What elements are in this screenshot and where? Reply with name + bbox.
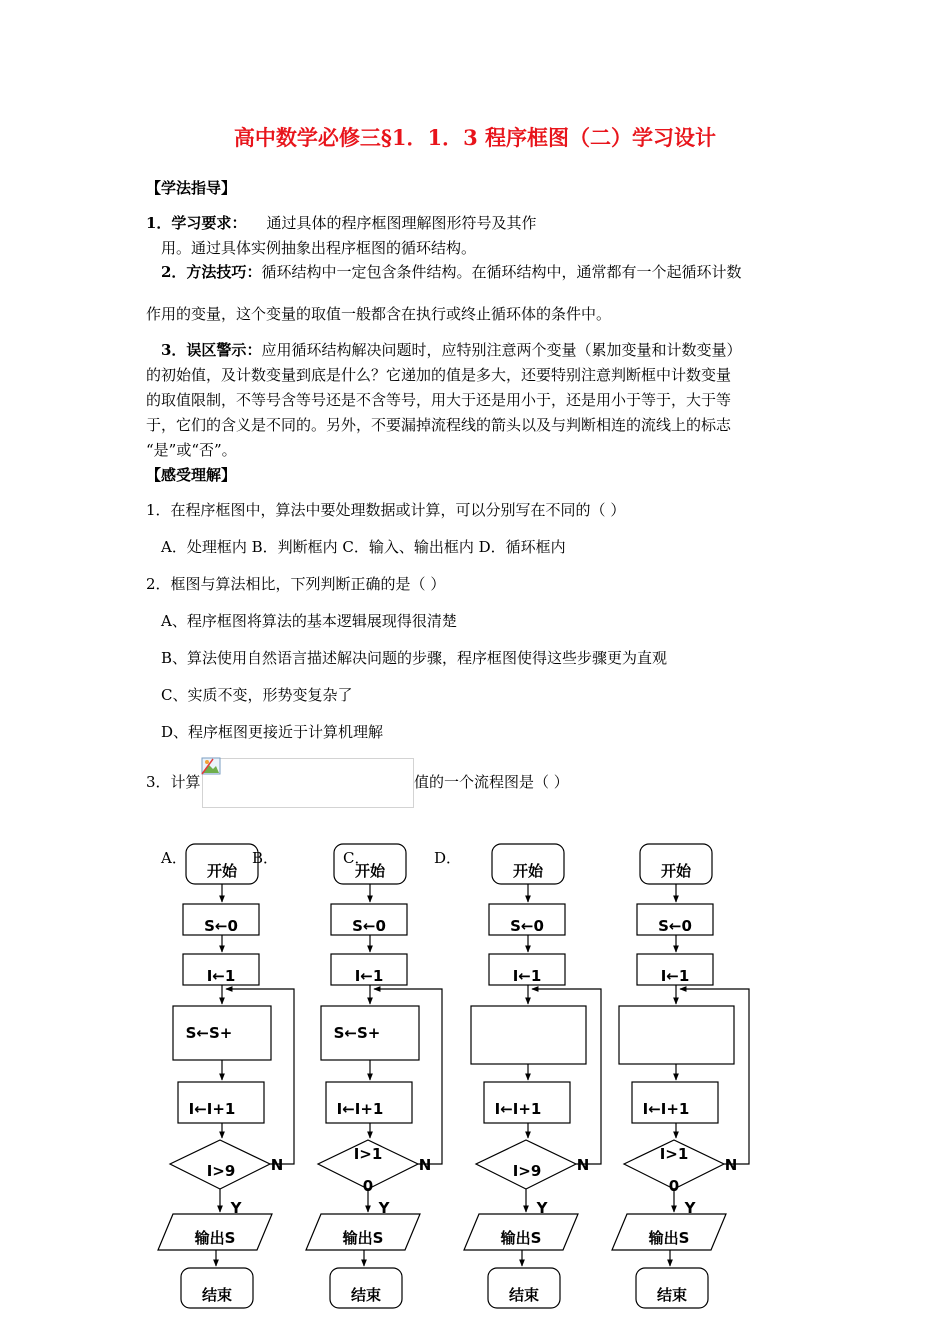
c-no-label: N — [576, 1156, 590, 1174]
question-2: 2．框图与算法相比，下列判断正确的是（ ） — [146, 575, 446, 593]
question-1-options: A．处理框内 B．判断框内 C．输入、输出框内 D．循环框内 — [161, 538, 566, 556]
a-yes-label: Y — [230, 1199, 242, 1217]
a-increment-text: I←I+1 — [188, 1100, 236, 1118]
question-2-option-a: A、程序框图将算法的基本逻辑展现得很清楚 — [161, 612, 457, 630]
a-start-text: 开始 — [206, 862, 238, 880]
question-3-prefix: 3．计算 — [146, 773, 201, 791]
guide-item-1-label: 1．学习要求： — [146, 214, 247, 232]
d-loop-line — [680, 989, 749, 1164]
a-end-text: 结束 — [201, 1286, 233, 1304]
b-init-s-text: S←0 — [352, 917, 386, 935]
d-accumulate-box — [619, 1006, 734, 1064]
guide-item-1-text: 通过具体的程序框图理解图形符号及其作 — [266, 214, 537, 232]
c-end-text: 结束 — [508, 1286, 540, 1304]
guide-item-2-cont: 作用的变量，这个变量的取值一般都含在执行或终止循环体的条件中。 — [146, 305, 612, 323]
d-yes-label: Y — [684, 1199, 696, 1217]
c-condition-text: I>9 — [512, 1162, 542, 1180]
guide-item-3-line-b: 的初始值，及计数变量到底是什么？它递加的值是多大，还要特别注意判断框中计数变量 — [146, 366, 732, 384]
d-init-i-text: I←1 — [660, 967, 690, 985]
d-no-label: N — [724, 1156, 738, 1174]
a-loop-line — [226, 989, 294, 1164]
a-init-i-text: I←1 — [206, 967, 236, 985]
c-start-text: 开始 — [512, 862, 544, 880]
question-3-suffix: 值的一个流程图是（ ） — [414, 773, 569, 791]
b-increment-text: I←I+1 — [336, 1100, 384, 1118]
b-loop-line — [374, 989, 442, 1164]
b-condition-text-line2: 0 — [362, 1177, 374, 1195]
question-2-option-d: D、程序框图更接近于计算机理解 — [161, 723, 384, 741]
a-no-label: N — [270, 1156, 284, 1174]
b-end-text: 结束 — [350, 1286, 382, 1304]
guide-item-3-line-d: 于，它们的含义是不同的。另外，不要漏掉流程线的箭头以及与判断相连的流线上的标志 — [146, 416, 732, 434]
b-start-text: 开始 — [354, 862, 386, 880]
b-condition-text-line1: I>1 — [353, 1145, 383, 1163]
question-1: 1．在程序框图中，算法中要处理数据或计算，可以分别写在不同的（ ） — [146, 501, 626, 519]
guide-item-3-text: 应用循环结构解决问题时，应特别注意两个变量（累加变量和计数变量） — [261, 341, 742, 359]
a-output-text: 输出S — [194, 1229, 236, 1247]
d-start-text: 开始 — [660, 862, 692, 880]
page-title: 高中数学必修三§1．1．3 程序框图（二）学习设计 — [233, 125, 717, 150]
d-condition-text-line2: 0 — [668, 1177, 680, 1195]
guide-item-2-text: 循环结构中一定包含条件结构。在循环结构中，通常都有一个起循环计数 — [261, 263, 742, 281]
a-condition-text: I>9 — [206, 1162, 236, 1180]
guide-item-3-line-c: 的取值限制，不等号含等号还是不含等号，用大于还是用小于，还是用小于等于，大于等 — [146, 391, 732, 409]
b-accumulate-text: S←S+ — [333, 1024, 381, 1042]
c-loop-line — [532, 989, 601, 1164]
a-init-s-text: S←0 — [204, 917, 238, 935]
b-no-label: N — [418, 1156, 432, 1174]
c-init-i-text: I←1 — [512, 967, 542, 985]
c-increment-text: I←I+1 — [494, 1100, 542, 1118]
d-increment-text: I←I+1 — [642, 1100, 690, 1118]
b-init-i-text: I←1 — [354, 967, 384, 985]
feel-heading: 【感受理解】 — [146, 466, 237, 484]
d-end-text: 结束 — [656, 1286, 688, 1304]
guide-heading: 【学法指导】 — [146, 179, 237, 197]
question-2-option-b: B、算法使用自然语言描述解决问题的步骤，程序框图使得这些步骤更为直观 — [161, 649, 668, 667]
b-yes-label: Y — [378, 1199, 390, 1217]
c-yes-label: Y — [536, 1199, 548, 1217]
question-2-option-c: C、实质不变，形势变复杂了 — [161, 686, 353, 704]
option-label-b: B． — [252, 849, 279, 867]
option-label-a: A． — [161, 849, 187, 867]
b-output-text: 输出S — [342, 1229, 384, 1247]
d-init-s-text: S←0 — [658, 917, 692, 935]
option-label-d: D． — [434, 849, 462, 867]
guide-item-3-label: 3．误区警示： — [161, 341, 262, 359]
d-condition-text-line1: I>1 — [659, 1145, 689, 1163]
guide-item-1-cont: 用。通过具体实例抽象出程序框图的循环结构。 — [161, 239, 477, 257]
d-output-text: 输出S — [648, 1229, 690, 1247]
guide-item-2-label: 2．方法技巧： — [161, 263, 262, 281]
c-output-text: 输出S — [500, 1229, 542, 1247]
c-accumulate-box — [471, 1006, 586, 1064]
c-init-s-text: S←0 — [510, 917, 544, 935]
a-accumulate-text: S←S+ — [185, 1024, 233, 1042]
guide-item-3-line-e: “是”或“否”。 — [146, 441, 237, 459]
option-label-c: C． — [343, 849, 370, 867]
